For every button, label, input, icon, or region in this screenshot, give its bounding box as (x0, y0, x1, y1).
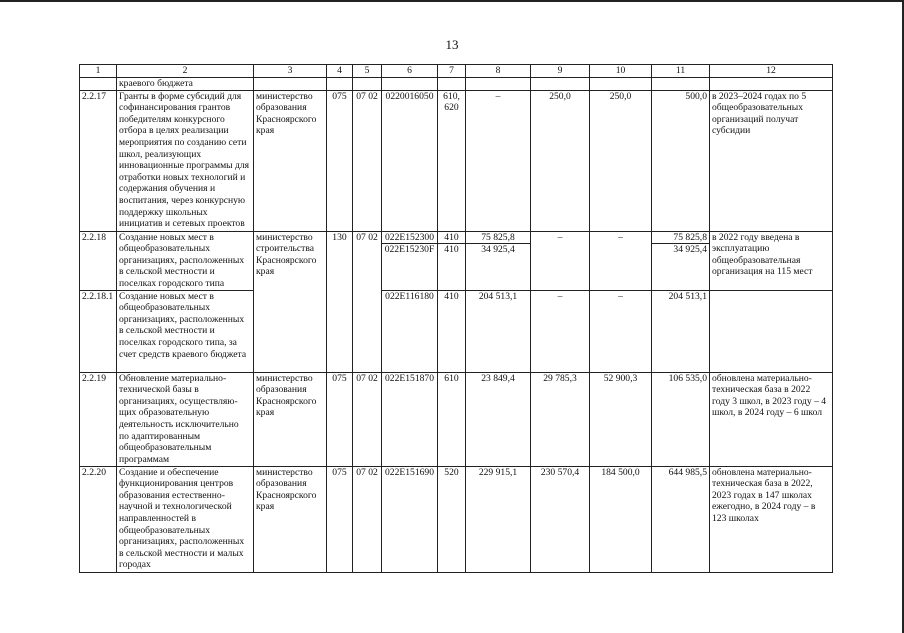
activity-name: Создание новых мест в общеобразовательных организациях, расположенных в сельской местности и поселках городского типа, за счет средств краевого бюджета (117, 290, 254, 372)
col-header: 2 (117, 65, 254, 78)
amount-2024: 52 900,3 (590, 372, 652, 466)
program-table (79, 64, 833, 573)
section-code: 07 02 (353, 466, 382, 572)
expected-result: обновлена материально-техническая база в 2022, 2023 годах в 147 школах ежегодно, в 2024 году – в 123 школах (710, 466, 833, 572)
amount-2022: 23 849,4 (466, 372, 531, 466)
amount-2024: – (590, 231, 652, 290)
amount-total: 75 825,8 (652, 231, 710, 244)
section-code: 07 02 (353, 231, 382, 372)
amount-total: 106 535,0 (652, 372, 710, 466)
amount-total: 204 513,1 (652, 290, 710, 372)
expected-result (710, 290, 833, 372)
col-header: 1 (80, 65, 117, 78)
continuation-text: краевого бюджета (117, 78, 254, 91)
row-number: 2.2.17 (80, 90, 117, 231)
target-code: 0220016050 (382, 90, 438, 231)
section-code: 07 02 (353, 372, 382, 466)
amount-2024: – (590, 290, 652, 372)
col-header: 6 (382, 65, 438, 78)
activity-name: Гранты в форме субсидий для софинансирования грантов победителям конкурсного отбора в целях реализации мероприятия по созданию сети школ, реализующих инновационные программы для отработки новых технологий и содержания обучения и воспитания, через конкурсную поддержку школьных инициатив и сетевых проектов (117, 90, 254, 231)
executor: министерство образования Красноярского края (254, 466, 327, 572)
activity-name: Обновление материально-технической базы в организациях, осуществляю-щих образовательную деятельность исключительно по адаптированным общеобразовательным программам (117, 372, 254, 466)
target-code: 022E151690 (382, 466, 438, 572)
col-header: 9 (531, 65, 590, 78)
continuation-row (80, 78, 833, 91)
col-header: 3 (254, 65, 327, 78)
amount-total: 34 925,4 (652, 244, 710, 290)
amount-2022: 204 513,1 (466, 290, 531, 372)
executor: министерство строительства Красноярского края (254, 231, 327, 372)
amount-2023: – (531, 231, 590, 290)
table-row (80, 290, 833, 372)
table-row (80, 466, 833, 572)
grbs-code: 075 (327, 466, 353, 572)
amount-2023: – (531, 290, 590, 372)
col-header: 4 (327, 65, 353, 78)
expense-type: 410 (438, 290, 466, 372)
target-code: 022E116180 (382, 290, 438, 372)
grbs-code: 075 (327, 372, 353, 466)
amount-total: 500,0 (652, 90, 710, 231)
row-number: 2.2.18.1 (80, 290, 117, 372)
table-row (80, 372, 833, 466)
amount-2022: 75 825,8 (466, 231, 531, 244)
page-number: 13 (445, 37, 459, 52)
table-row (80, 90, 833, 231)
executor: министерство образования Красноярского края (254, 90, 327, 231)
row-number: 2.2.20 (80, 466, 117, 572)
row-number: 2.2.18 (80, 231, 117, 290)
col-header: 7 (438, 65, 466, 78)
amount-2023: 29 785,3 (531, 372, 590, 466)
column-number-row (80, 65, 833, 78)
expense-type: 410 (438, 231, 466, 244)
grbs-code: 130 (327, 231, 353, 372)
col-header: 5 (353, 65, 382, 78)
expense-type: 520 (438, 466, 466, 572)
expense-type: 610 (438, 372, 466, 466)
expected-result: в 2022 году введена в эксплуатацию общеобразовательная организация на 115 мест (710, 231, 833, 290)
amount-total: 644 985,5 (652, 466, 710, 572)
executor: министерство образования Красноярского края (254, 372, 327, 466)
table-row (80, 231, 833, 244)
col-header: 11 (652, 65, 710, 78)
section-code: 07 02 (353, 90, 382, 231)
expense-type: 410 (438, 244, 466, 290)
expected-result: в 2023–2024 годах по 5 общеобразовательных организаций получат субсидии (710, 90, 833, 231)
grbs-code: 075 (327, 90, 353, 231)
amount-2024: 184 500,0 (590, 466, 652, 572)
col-header: 8 (466, 65, 531, 78)
col-header: 12 (710, 65, 833, 78)
amount-2022: 229 915,1 (466, 466, 531, 572)
amount-2024: 250,0 (590, 90, 652, 231)
target-code: 022E152300 (382, 231, 438, 244)
expected-result: обновлена материально-техническая база в 2022 году 3 школ, в 2023 году – 4 школ, в 2024 году – 6 школ (710, 372, 833, 466)
amount-2023: 250,0 (531, 90, 590, 231)
amount-2022: – (466, 90, 531, 231)
row-number: 2.2.19 (80, 372, 117, 466)
expense-type: 610, 620 (438, 90, 466, 231)
activity-name: Создание новых мест в общеобразовательных организациях, расположенных в сельской местности и поселках городского типа (117, 231, 254, 290)
amount-2023: 230 570,4 (531, 466, 590, 572)
target-code: 022E15230F (382, 244, 438, 290)
amount-2022: 34 925,4 (466, 244, 531, 290)
page-border-top (0, 0, 904, 2)
activity-name: Создание и обеспечение функционирования центров образования естественно-научной и технологической направленностей в общеобразовательных организациях, расположенных в сельской местности и малых городах (117, 466, 254, 572)
target-code: 022E151870 (382, 372, 438, 466)
col-header: 10 (590, 65, 652, 78)
